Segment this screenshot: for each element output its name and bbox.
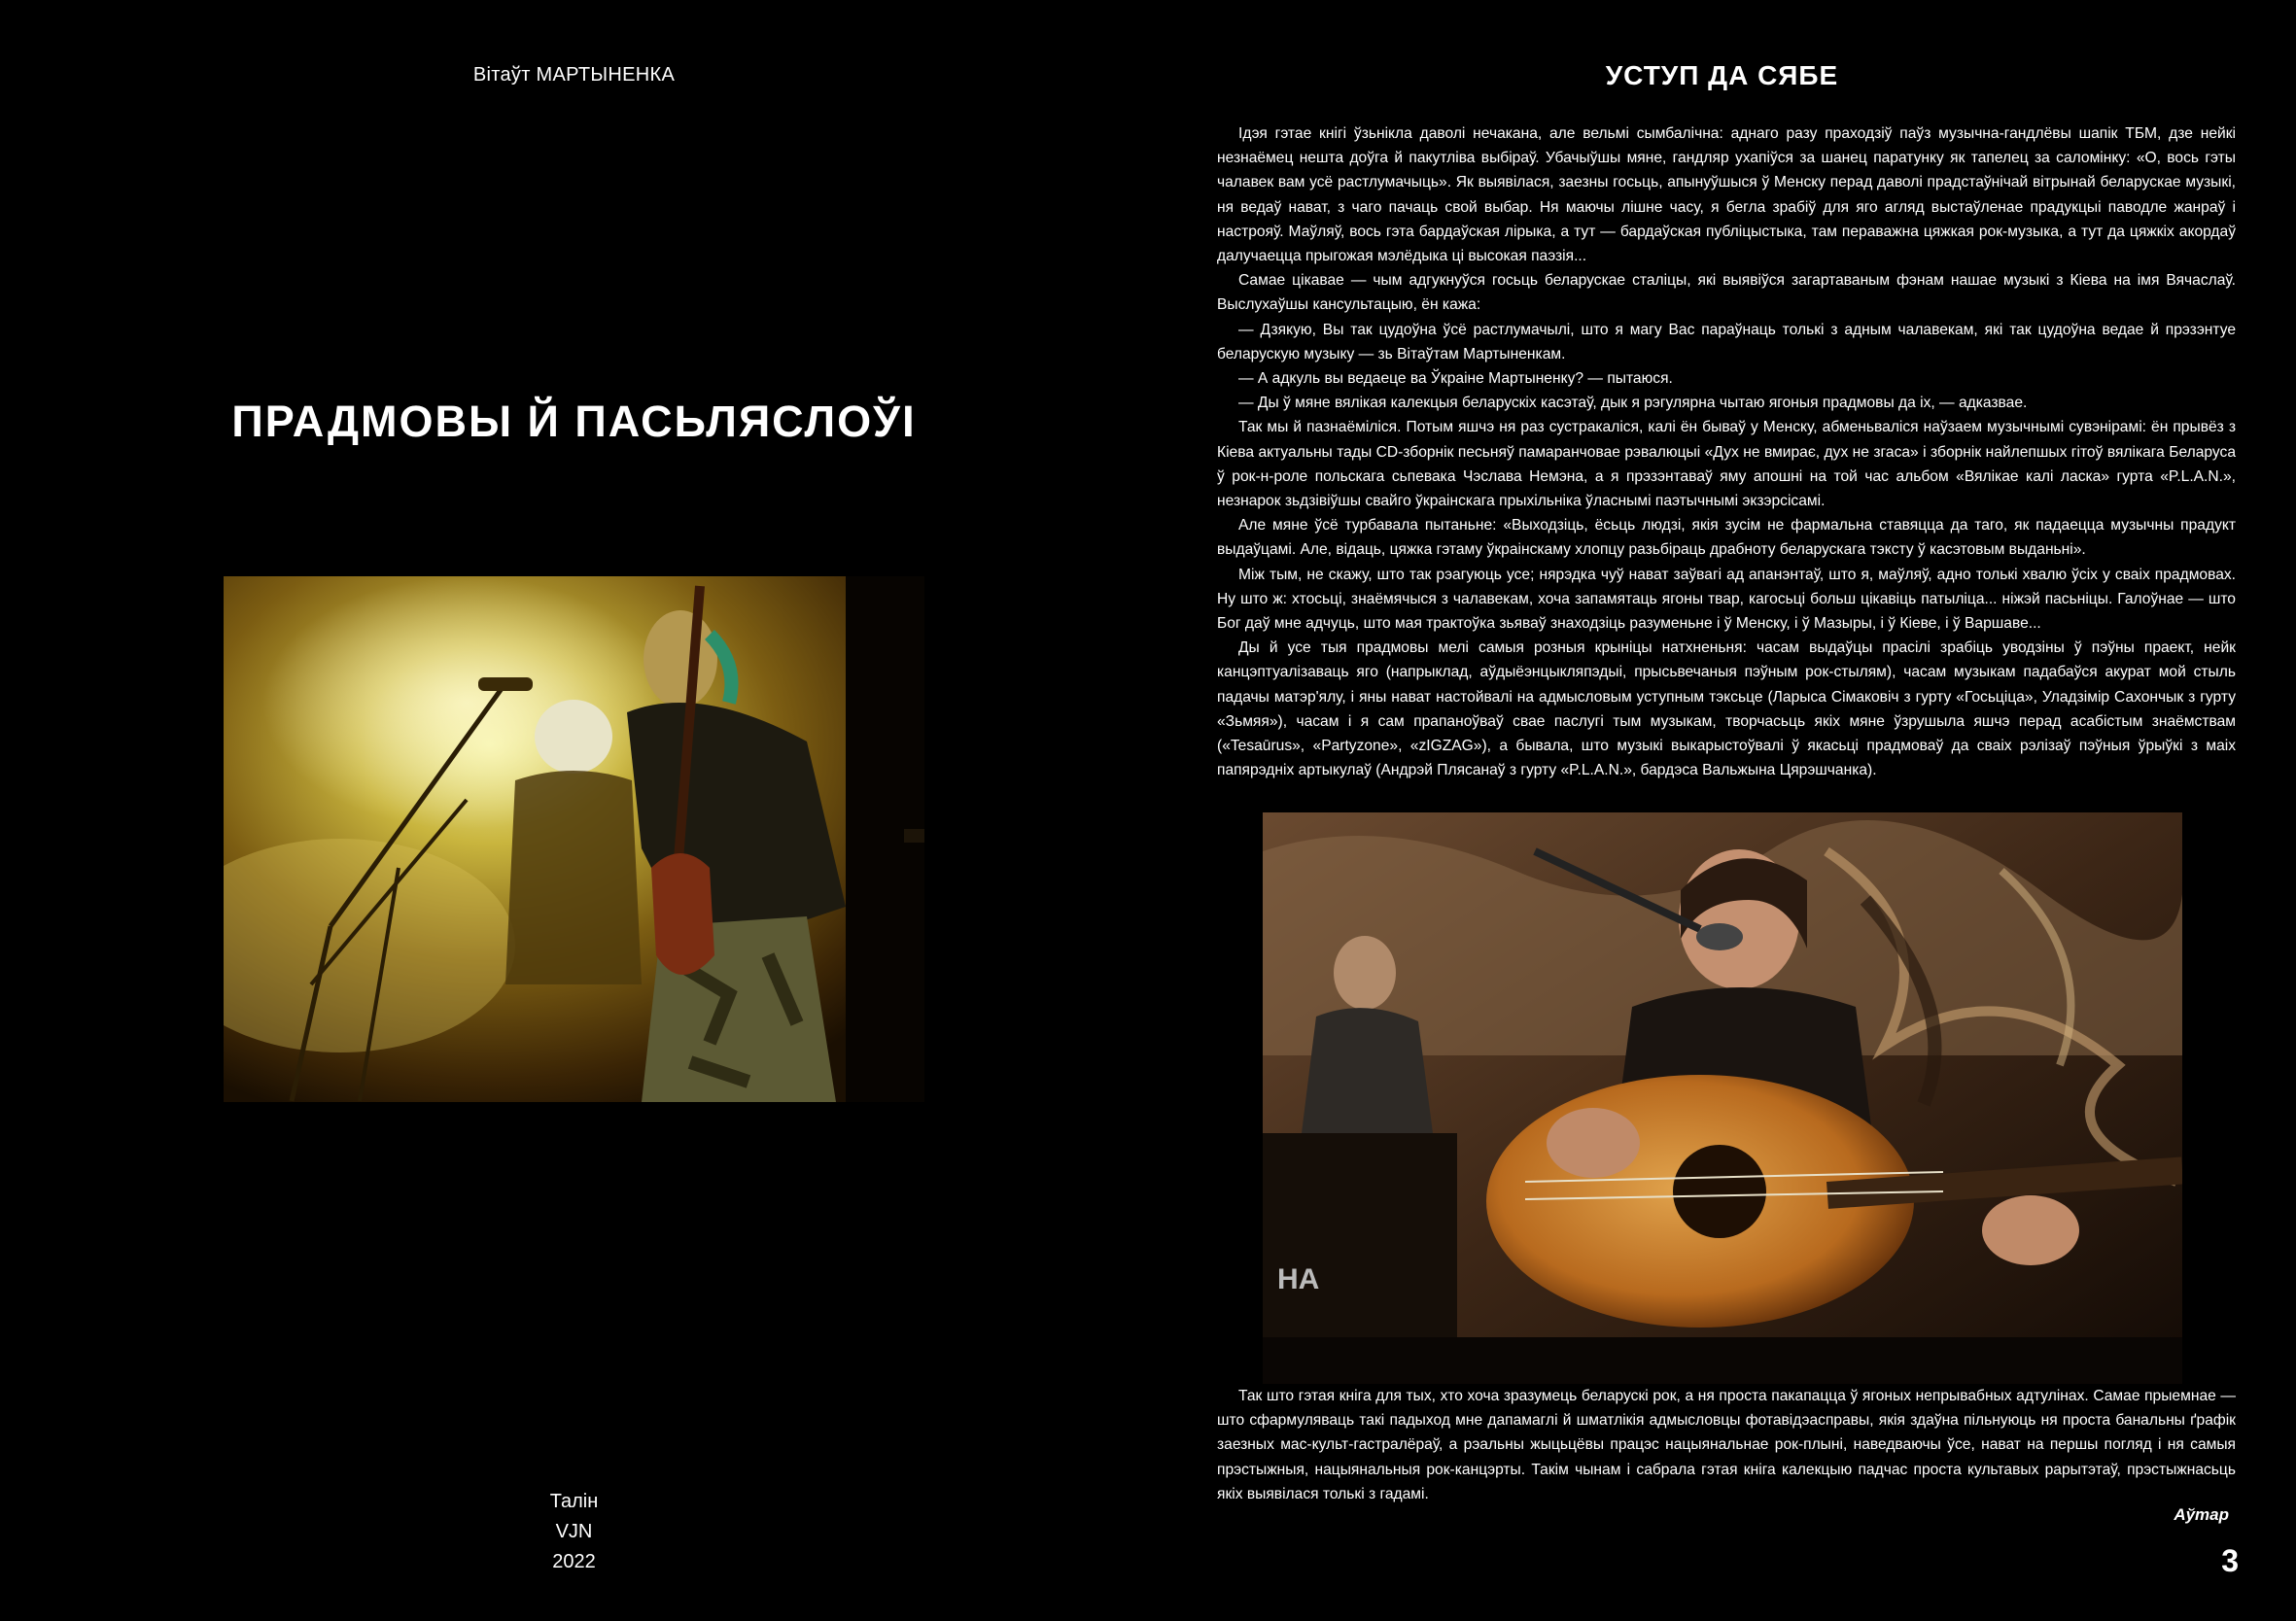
- imprint-city: Талін: [549, 1491, 599, 1512]
- author-signature: Аўтар: [2174, 1505, 2229, 1524]
- author-name: Вітаўт МАРТЫНЕНКА: [472, 64, 676, 86]
- body-text-bottom: [1217, 1384, 2236, 1506]
- paragraph: — Ды ў мяне вялікая калекцыя беларускіх касэтаў, дык я рэгулярна чытаю ягоныя прадмовы да іх, — адказвае.: [1238, 395, 2028, 412]
- right-page: [1148, 0, 2296, 1621]
- paragraph: Ды й усе тыя прадмовы мелі самыя розныя крыніцы натхненьня: часам выдаўцы прасілі зрабіць уводзіны ў пэўны праект, нейк канцэптуалізаваць яго (напрыклад, аўдыёэнцыкляпэдыі, прысьвечаныя пэўным рок-стылям), часам музыкам падабаўся акурат мой стыль падачы матэр'ялу, і яны нават настойвалі на адмысловым уступным тэксьце (Ларыса Сімаковіч з гурту «Госьціца», Уладзімір Сахончык з гурту «Зьмяя»), часам і я сам прапаноўваў свае паслугі тым музыкам, творчасьць якіх мяне ўзрушыла яшчэ перад асабістым знаёмствам («Tesaūrus», «Partyzone», «zIGZAG»), а бывала, што музыкі выкарыстоўвалі ў якасьці прадмоваў да сваіх рэлізаў пэўныя ўрыўкі з маіх папярэдніх артыкулаў (Андрэй Плясанаў з гурту «P.L.A.N.», бардэса Вальжына Цярэшчанка).: [1217, 639, 2236, 779]
- imprint: [0, 1487, 1148, 1577]
- cover-photo-bassist: [224, 576, 924, 1102]
- paragraph: Ідэя гэтае кнігі ўзьнікла даволі нечакана, але вельмі сымбалічна: аднаго разу праходзіў паўз музычна-гандлёвы шапік ТБМ, дзе нейкі незнаёмец нешта доўга й пакутліва выбіраў. Убачыўшы мяне, гандляр ухапіўся за шанец паратунку як тапелец за саломінку: «О, вось гэты чалавек вам усё растлумачыць». Як выявілася, заезны госьць, апынуўшыся ў Менску перад даволі прадстаўнічай вітрынай беларускае музыкі, ня ведаў нават, з чаго пачаць свой выбар. Ня маючы лішне часу, я бегла зрабіў для яго агляд выстаўленае прадукцыі паводле жанраў і настрояў. Маўляў, вось гэта бардаўская лірыка, а тут — бардаўская публіцыстыка, там пераважна цяжкая рок-музыка, а тут да цяжкіх акордаў далучаецца прыгожая мэлёдыка ці высокая паэзія...: [1217, 125, 2236, 265]
- paragraph: — Дзякую, Вы так цудоўна ўсё растлумачылі, што я магу Вас параўнаць толькі з адным чалавекам, які так цудоўна ведае й прэзэнтуе беларускую музыку — зь Вітаўтам Мартыненкам.: [1217, 321, 2236, 362]
- page-number: 3: [2221, 1543, 2239, 1578]
- paragraph: Але мяне ўсё турбавала пытаньне: «Выходзіць, ёсьць людзі, якія зусім не фармальна ставяцца да таго, як падаецца музычны прадукт выдаўцамі. Але, відаць, цяжка гэтаму ўкраінскаму хлопцу разьбіраць драбноту беларускага тэксту ў касэтовым выданьні».: [1217, 517, 2236, 559]
- imprint-publisher: VJN: [555, 1521, 593, 1542]
- imprint-year: 2022: [552, 1551, 596, 1572]
- paragraph: Так мы й пазнаёміліся. Потым яшчэ ня раз сустракаліся, калі ён бываў у Менску, абменьваліся наўзаем музычнымі сувэнірамі: ён прывёз з Кіева актуальны тады CD-зборнік песьняў памаранчовае рэвалюцыі «Дух не вмирає, дух не згаса» і зборнік найлепшых гітоў вялікага Беларуса ў рок-н-роле польскага сьпевака Чэслава Немэна, а я прэзэнтаваў яму апошні на той час альбом «Вялікае калі ласка» гурта «P.L.A.N.», незнарок зьдзівіўшы свайго ўкраінскага прыхільніка ўласнымі паэтычнымі экзэрсісамі.: [1217, 419, 2236, 510]
- svg-text:НА: НА: [1277, 1263, 1320, 1295]
- paragraph: — А адкуль вы ведаеце ва Ўкраіне Мартыненку? — пытаюся.: [1238, 370, 1673, 388]
- book-title: ПРАДМОВЫ Й ПАСЬЛЯСЛОЎІ: [231, 397, 917, 446]
- paragraph: Самае цікавае — чым адгукнуўся госьць беларускае сталіцы, які выявіўся загартаваным фэнам нашае музыкі з Кіева на імя Вячаслаў. Выслухаўшы кансультацыю, ён кажа:: [1217, 272, 2236, 314]
- section-title: УСТУП ДА СЯБЕ: [1605, 60, 1839, 90]
- body-text-top: [1217, 121, 2236, 782]
- paragraph: Так што гэтая кніга для тых, хто хоча зразумець беларускі рок, а ня проста пакапацца ў ягоных непрывабных адтулінах. Самае прыемнае — што сфармуляваць такі падыход мне дапамаглі й шматлікія адмысловцы фотавідэасправы, якія здаўна пільнуюць ня проста банальны ґрафік заезных мас-культ-гастралёраў, а рэальны жыцьцёвы працэс нацыянальнае рок-плыні, наведваючы ўсе, нават на першы погляд і ня самыя прэстыжныя, нацыянальныя рок-канцэрты. Такім чынам і сабрала гэтая кніга калекцыю падчас проста культавых рарытэтаў, прэстыжнасьць якіх выявілася толькі з гадамі.: [1217, 1388, 2236, 1502]
- concert-photo-guitarist: [1263, 812, 2182, 1384]
- paragraph: Між тым, не скажу, што так рэагуюць усе; нярэдка чуў нават заўвагі ад апанэнтаў, што я, маўляў, адно толькі хвалю ўсіх у сваіх прадмовах. Ну што ж: хтосьці, знаёмячыся з чалавекам, хоча запамятаць ягоны твар, кагосьці больш цікавіць патыліца... ніжэй пасьніцы. Галоўнае — што Бог даў мне адчуць, што мая трактоўка зьяваў знаходзіць разуменьне і ў Менску, і ў Мазыры, і ў Кіеве, і ў Варшаве...: [1217, 566, 2236, 633]
